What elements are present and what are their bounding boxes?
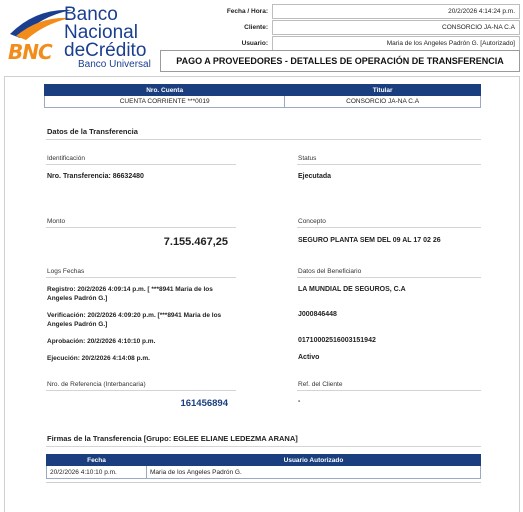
beneficiary-name: LA MUNDIAL DE SEGUROS, C.A — [298, 286, 406, 293]
beneficiary-label: Datos del Beneficiario — [298, 268, 362, 275]
field-divider — [46, 277, 236, 278]
interbank-ref-label: Nro. de Referencia (Interbancaria) — [47, 381, 146, 388]
status-value: Ejecutada — [298, 173, 332, 180]
beneficiary-id: J000846448 — [298, 311, 337, 318]
client-ref-value: - — [298, 398, 301, 405]
beneficiary-status: Activo — [298, 354, 320, 361]
client-label: Cliente: — [244, 24, 268, 31]
client-ref-label: Ref. del Cliente — [298, 381, 343, 388]
logo-bnc-text: BNC — [8, 40, 52, 64]
field-divider — [46, 227, 236, 228]
bottom-divider — [46, 482, 481, 483]
transfer-number: Nro. Transferencia: 86632480 — [47, 173, 144, 180]
signatures-table — [46, 454, 481, 479]
logo-tagline: Banco Universal — [78, 59, 151, 70]
signatures-section-title: Firmas de la Transferencia [Grupo: EGLEE ELIANE LEDEZMA ARANA] — [47, 434, 298, 443]
logo-name-line3: deCrédito — [64, 40, 147, 61]
log-registro: Registro: 20/2/2026 4:09:14 p.m. [ ***8941 Maria de los Angeles Padrón G.] — [47, 286, 213, 302]
concept-label: Concepto — [298, 218, 326, 225]
field-divider — [297, 227, 481, 228]
transfer-section-title: Datos de la Transferencia — [47, 127, 138, 136]
field-divider — [46, 390, 236, 391]
page-title: PAGO A PROVEEDORES - DETALLES DE OPERACIÓN DE TRANSFERENCIA — [160, 50, 520, 72]
amount-value: 7.155.467,25 — [163, 236, 228, 248]
meta-user-row — [198, 36, 520, 51]
concept-value: SEGURO PLANTA SEM DEL 09 AL 17 02 26 — [298, 237, 441, 244]
signature-user-cell: Maria de los Angeles Padrón G. — [147, 466, 481, 479]
field-divider — [46, 164, 236, 165]
table-row — [47, 466, 481, 479]
account-number-cell: CUENTA CORRIENTE ***0019 — [45, 96, 285, 108]
log-verificacion: Verificación: 20/2/2026 4:09:20 p.m. [***8941 Maria de los Angeles Padrón G.] — [47, 312, 222, 328]
user-value: Maria de los Angeles Padrón G. [Autorizado] — [272, 36, 520, 51]
bank-logo — [6, 4, 156, 70]
date-label: Fecha / Hora: — [226, 8, 268, 15]
logs-label: Logs Fechas — [47, 268, 85, 275]
logo-name-line1: Banco — [64, 4, 118, 25]
identification-label: Identificación — [47, 155, 85, 162]
account-number-header: Nro. Cuenta — [45, 85, 285, 96]
client-value: CONSORCIO JA-NA C.A — [272, 20, 520, 35]
signature-date-header: Fecha — [47, 455, 147, 466]
meta-client-row — [198, 20, 520, 35]
account-holder-cell: CONSORCIO JA-NA C.A — [285, 96, 481, 108]
log-ejecucion: Ejecución: 20/2/2026 4:14:08 p.m. — [47, 355, 150, 362]
meta-date-row — [198, 4, 520, 19]
beneficiary-account: 01710002516003151942 — [298, 337, 376, 344]
signature-user-header: Usuario Autorizado — [147, 455, 481, 466]
signature-date-cell: 20/2/2026 4:10:10 p.m. — [47, 466, 147, 479]
header-meta — [198, 4, 520, 52]
field-divider — [297, 277, 481, 278]
interbank-ref-value: 161456894 — [180, 398, 228, 409]
signatures-table-header — [47, 455, 481, 466]
date-value: 20/2/2026 4:14:24 p.m. — [272, 4, 520, 19]
table-row — [45, 96, 481, 108]
status-label: Status — [298, 155, 317, 162]
amount-label: Monto — [47, 218, 66, 225]
account-table-header — [45, 85, 481, 96]
user-label: Usuario: — [241, 40, 268, 47]
section-divider — [46, 446, 481, 447]
log-aprobacion: Aprobación: 20/2/2026 4:10:10 p.m. — [47, 338, 156, 345]
page-header — [0, 0, 523, 78]
account-table — [44, 84, 481, 108]
field-divider — [297, 164, 481, 165]
section-divider — [46, 139, 481, 140]
account-holder-header: Titular — [285, 85, 481, 96]
field-divider — [297, 390, 481, 391]
logo-name-line2: Nacional — [64, 22, 138, 43]
